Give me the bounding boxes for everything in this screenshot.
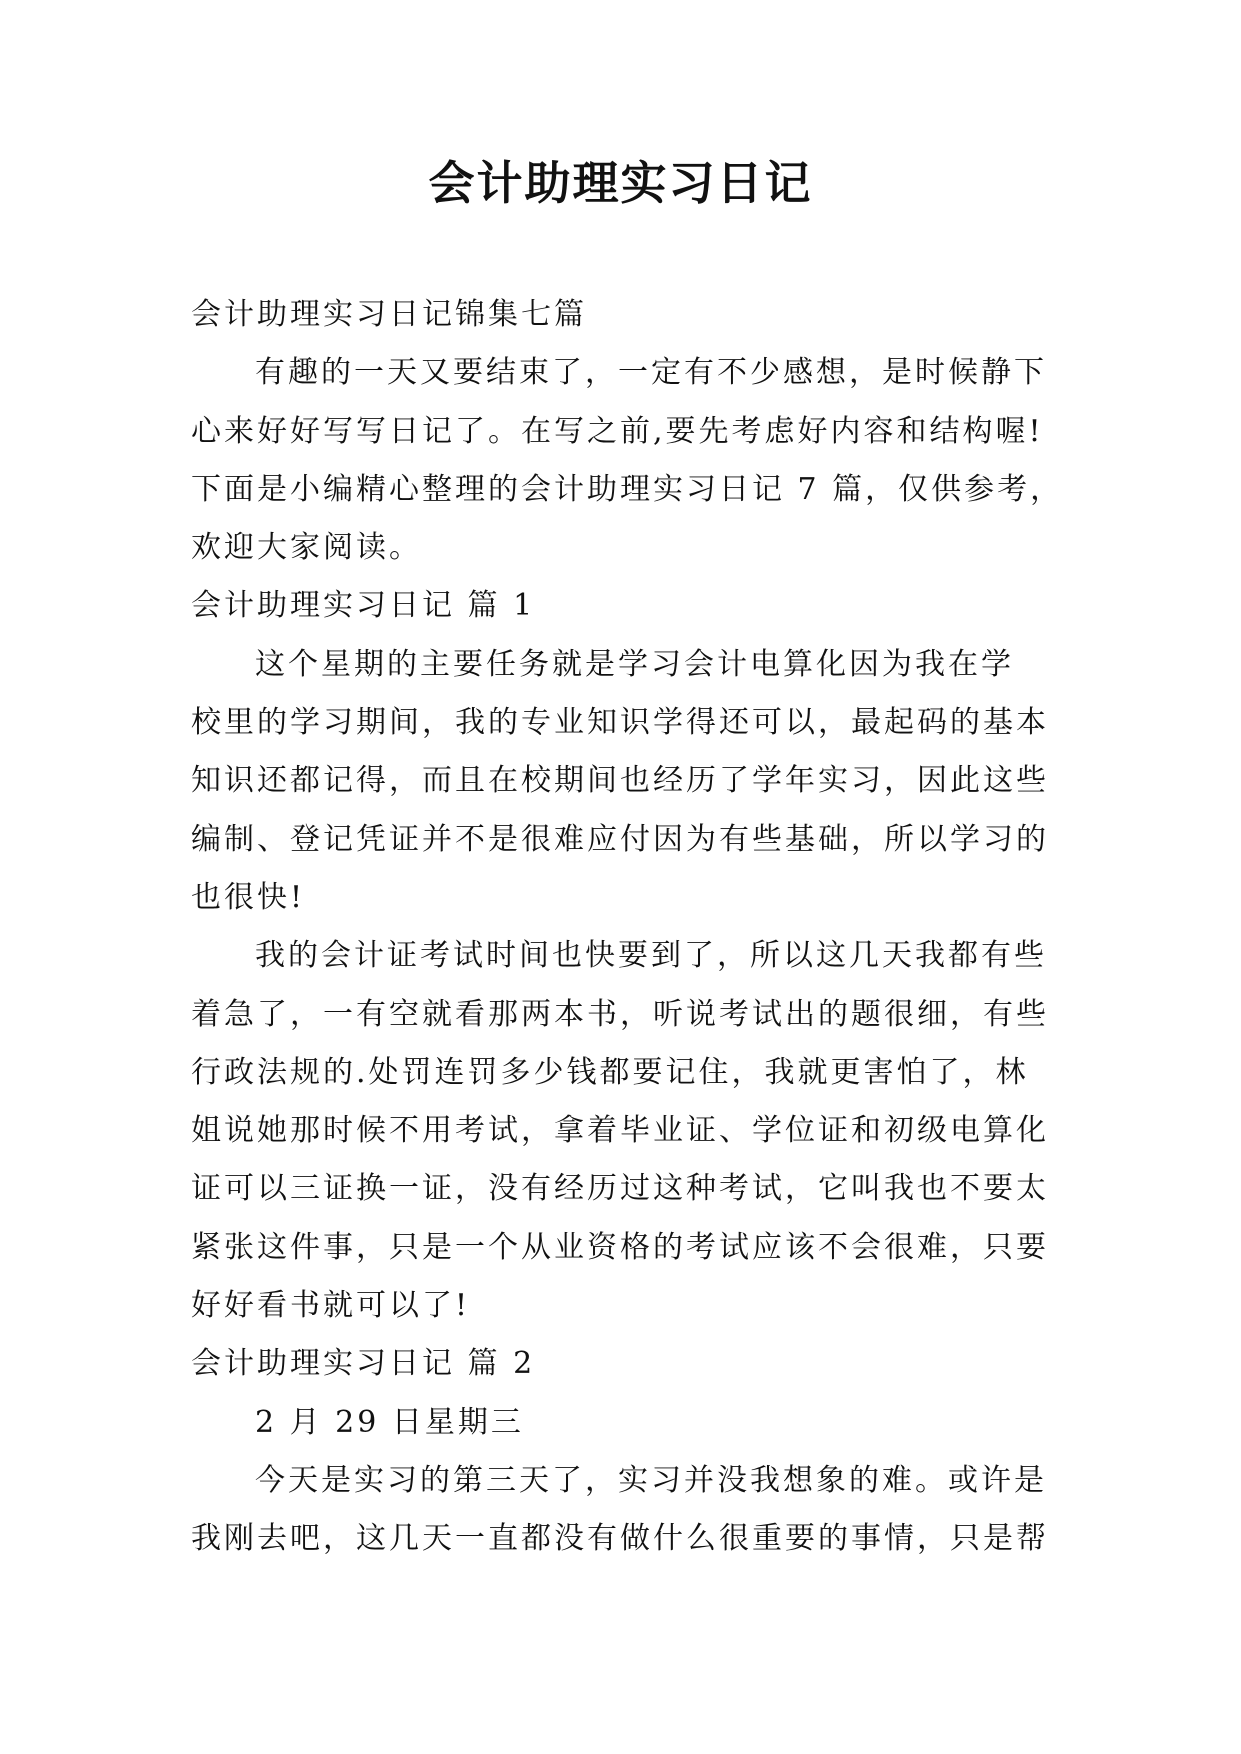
document-title: 会计助理实习日记 <box>428 156 813 210</box>
text-line: 我刚去吧，这几天一直都没有做什么很重要的事情，只是帮 <box>191 1521 1049 1557</box>
text-line: 证可以三证换一证，没有经历过这种考试，它叫我也不要太 <box>191 1171 1049 1207</box>
text-line: 今天是实习的第三天了，实习并没我想象的难。或许是 <box>255 1462 1047 1498</box>
text-line: 心来好好写写日记了。在写之前,要先考虑好内容和结构喔! <box>191 413 1044 449</box>
text-line: 校里的学习期间，我的专业知识学得还可以，最起码的基本 <box>191 705 1049 741</box>
text-line: 紧张这件事，只是一个从业资格的考试应该不会很难，只要 <box>191 1229 1049 1265</box>
text-line: 欢迎大家阅读。 <box>191 530 422 566</box>
text-line: 这个星期的主要任务就是学习会计电算化因为我在学 <box>255 646 1014 682</box>
section-heading: 会计助理实习日记 篇 2 <box>191 1346 536 1382</box>
diary-date: 2 月 29 日星期三 <box>255 1404 524 1440</box>
text-line: 编制、登记凭证并不是很难应付因为有些基础，所以学习的 <box>191 821 1049 857</box>
text-line: 姐说她那时候不用考试，拿着毕业证、学位证和初级电算化 <box>191 1113 1049 1149</box>
text-line: 知识还都记得，而且在校期间也经历了学年实习，因此这些 <box>191 763 1049 799</box>
text-line: 下面是小编精心整理的会计助理实习日记 7 篇，仅供参考， <box>191 471 1064 507</box>
text-line: 行政法规的.处罚连罚多少钱都要记住，我就更害怕了，林 <box>191 1054 1029 1090</box>
text-line: 也很快! <box>191 879 306 915</box>
text-line: 有趣的一天又要结束了，一定有不少感想，是时候静下 <box>255 355 1047 391</box>
text-line: 我的会计证考试时间也快要到了，所以这几天我都有些 <box>255 938 1047 974</box>
text-line: 会计助理实习日记锦集七篇 <box>191 297 587 332</box>
section-heading: 会计助理实习日记 篇 1 <box>191 588 536 624</box>
document-body <box>191 286 1064 1569</box>
text-line: 着急了，一有空就看那两本书，听说考试出的题很细，有些 <box>191 996 1049 1032</box>
text-line: 好好看书就可以了! <box>191 1288 471 1324</box>
